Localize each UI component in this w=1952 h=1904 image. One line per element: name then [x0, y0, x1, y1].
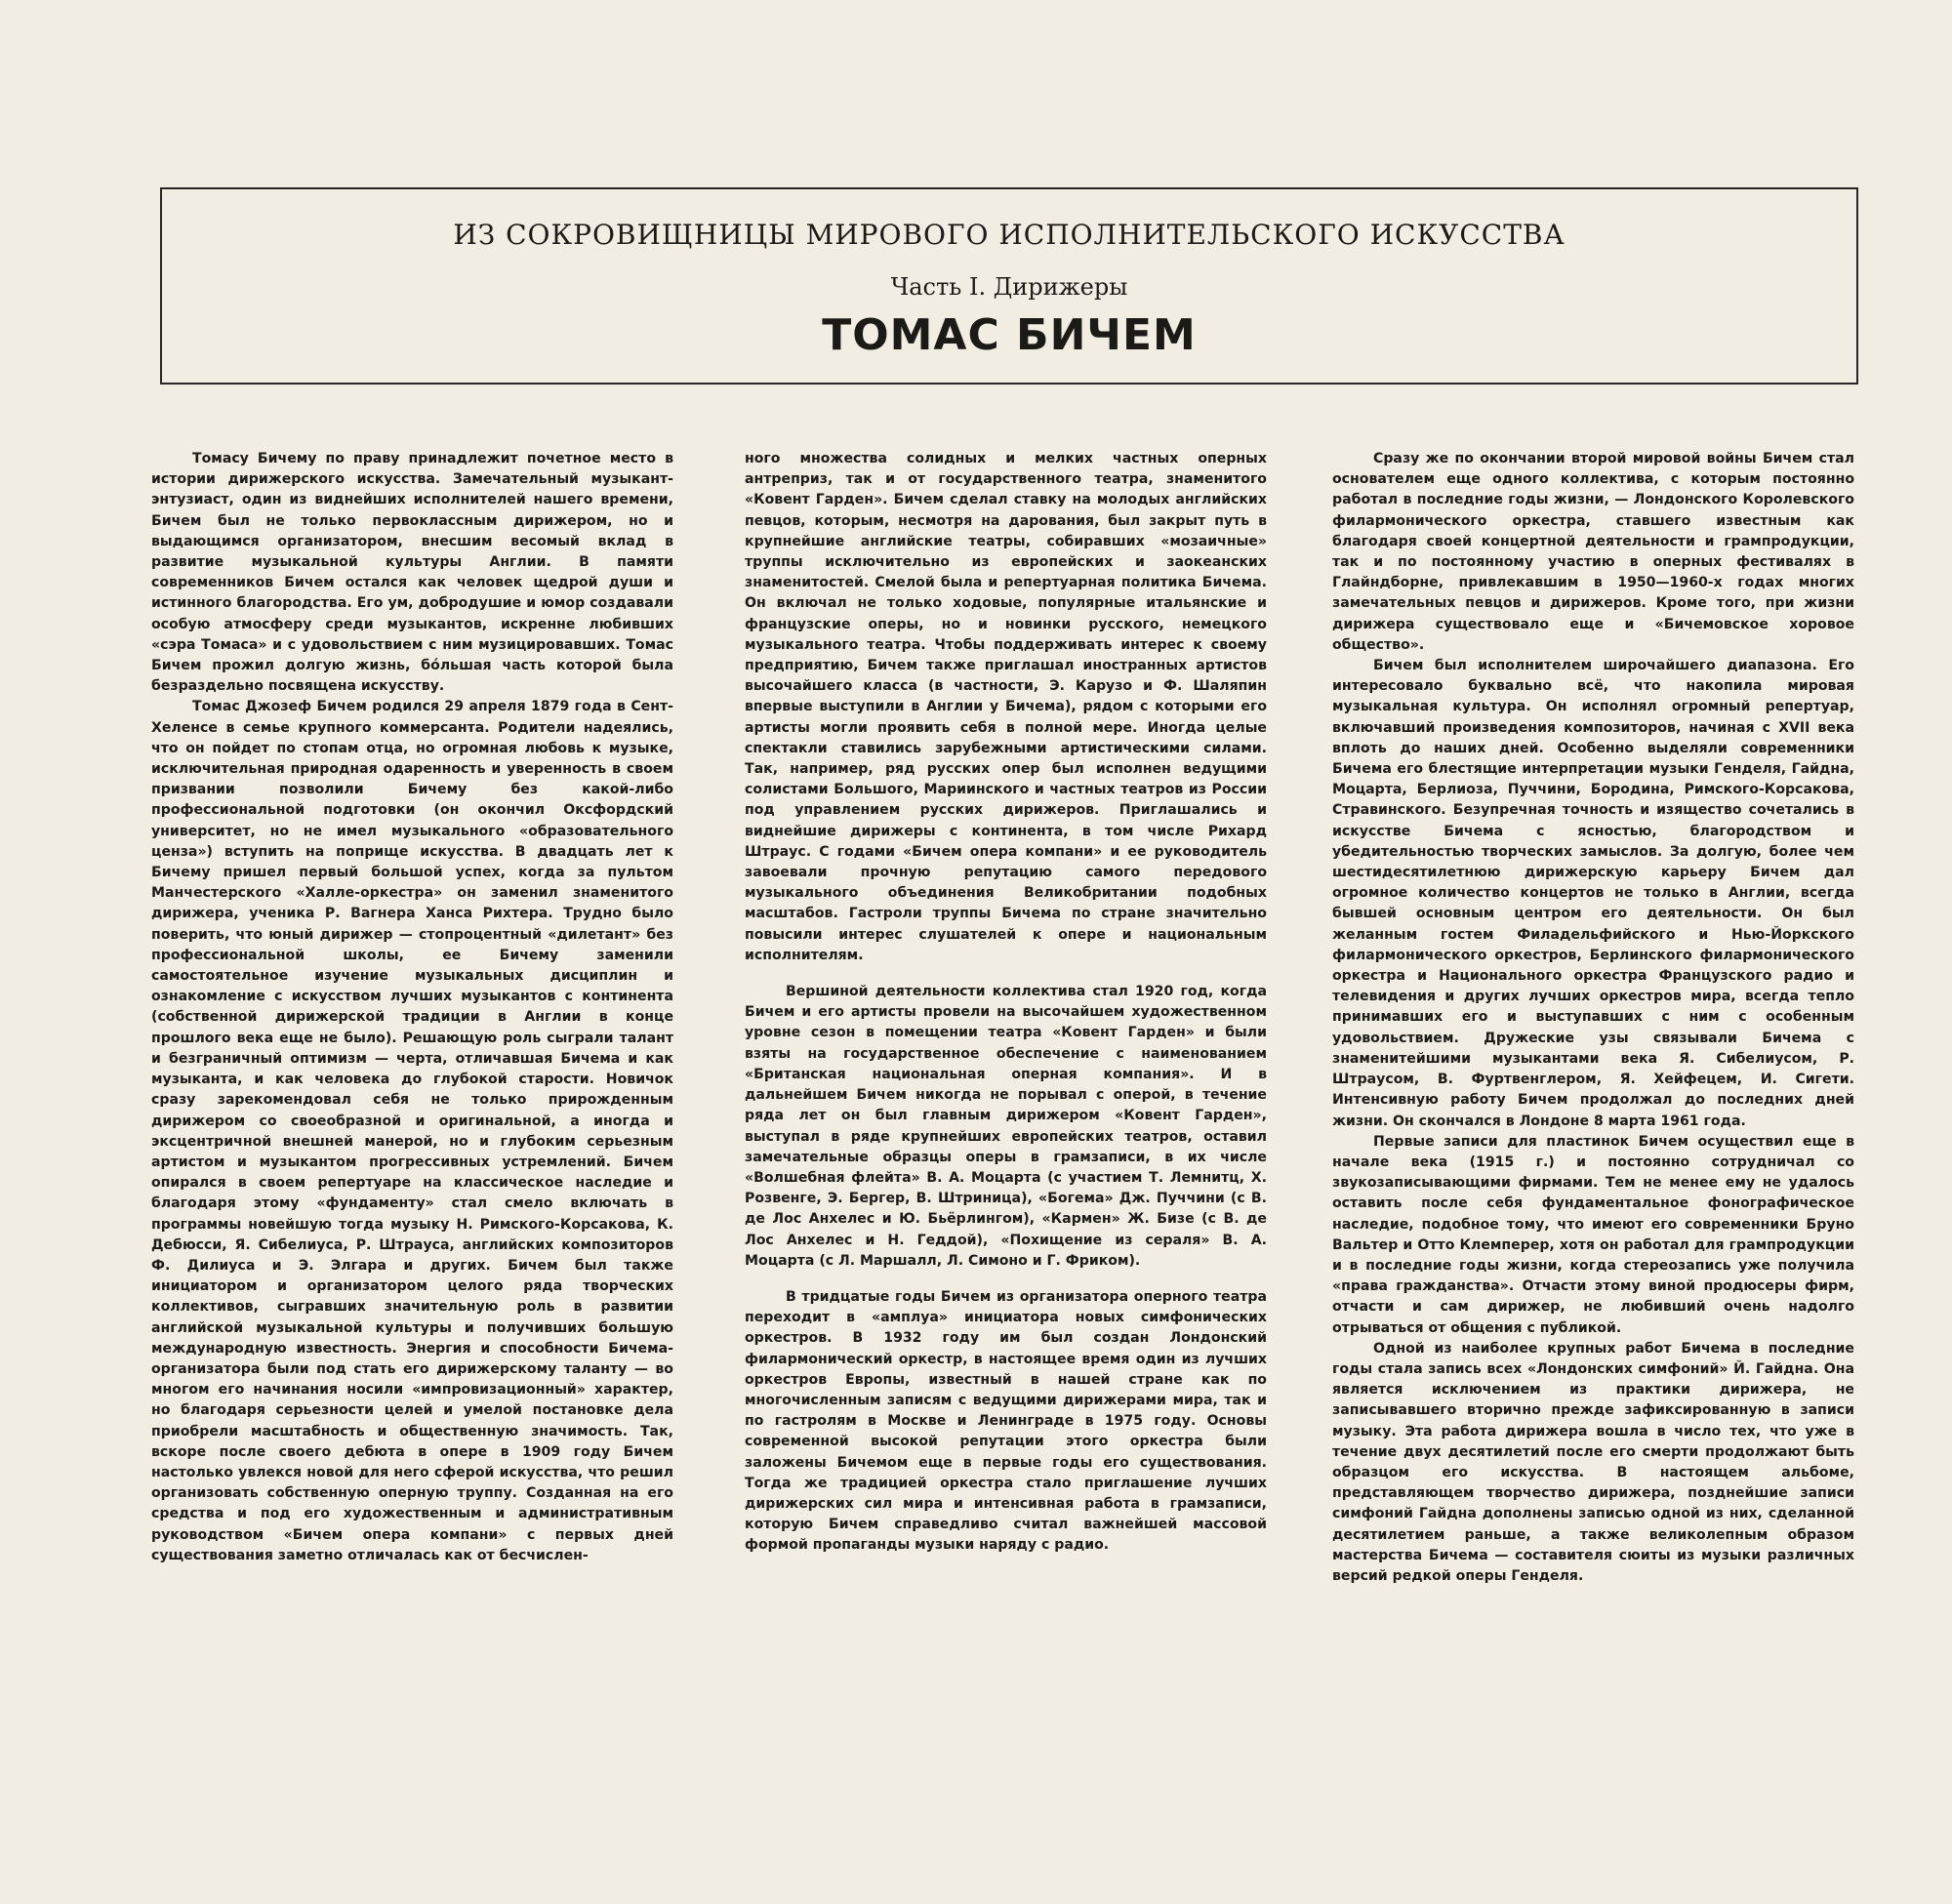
header-box — [160, 187, 1858, 385]
page-title: ТОМАС БИЧЕМ — [822, 310, 1197, 360]
paragraph: Вершиной деятельности коллектива стал 1920 год, когда Бичем и его артисты провели на высочайшем художественном уровне сезон в помещении театра «Ковент Гарден» и были взяты на государственное обеспечение с наименованием «Британская национальная оперная компания». И в дальнейшем Бичем никогда не порывал с оперой, в течение ряда лет он был главным дирижером «Ковент Гарден», выступал в ряде крупнейших европейских театров, оставил замечательные образцы оперы в грамзаписи, в их числе «Волшебная флейта» В. А. Моцарта (с участием Т. Лемнитц, Х. Розвенге, Э. Бергер, В. Штриница), «Богема» Дж. Пуччини (с В. де Лос Анхелес и Ю. Бьёрлингом), «Кармен» Ж. Бизе (с В. де Лос Анхелес и Н. Геддой), «Похищение из сераля» В. А. Моцарта (с Л. Маршалл, Л. Симоно и Г. Фриком). — [745, 984, 1267, 1269]
paragraph: Томас Джозеф Бичем родился 29 апреля 1879 года в Сент-Хеленсе в семье крупного коммерсанта. Родители надеялись, что он пойдет по стопам отца, но огромная любовь к музыке, исключительная природная одаренность и уверенность в своем призвании позволили Бичему без какой-либо профессиональной подготовки (он окончил Оксфордский университет, но не имел музыкального «образовательного ценза») вступить на поприще искусства. В двадцать лет к Бичему пришел первый большой успех, когда за пультом Манчестерского «Халле-оркестра» он заменил знаменитого дирижера, ученика Р. Вагнера Ханса Рихтера. Трудно было поверить, что юный дирижер — стопроцентный «дилетант» без профессиональной школы, ее Бичему заменили самостоятельное изучение музыкальных дисциплин и ознакомление с искусством лучших музыкантов с континента (собственной дирижерской традиции в Англии в конце прошлого века еще не было). Решающую роль сыграли талант и безграничный оптимизм — черта, отличавшая Бичема и как музыканта, и как человека до глубокой старости. Новичок сразу зарекомендовал себя не только прирожденным дирижером со своеобразной и оригинальной, а иногда и эксцентричной внешней манерой, но и глубоким серьезным артистом и музыкантом прогрессивных устремлений. Бичем опирался в своем репертуаре на классическое наследие и благодаря этому «фундаменту» стал смело включать в программы новейшую тогда музыку Н. Римского-Корсакова, К. Дебюсси, Я. Сибелиуса, Р. Штрауса, английских композиторов Ф. Дилиуса и Э. Элгара и других. Бичем был также инициатором и организатором целого ряда творческих коллективов, сыгравших значительную роль в развитии английской музыкальной культуры и получивших большую международную известность. Энергия и способности Бичема-организатора были под стать его дирижерскому таланту — во многом его начинания носили «импровизационный» характер, но благодаря серьезности целей и умелой постановке дела приобрели масштабность и общественную значимость. Так, вскоре после своего дебюта в опере в 1909 году Бичем настолько увлекся новой для него сферой искусства, что решил организовать собственную оперную труппу. Созданная на его средства и под его художественным и административным руководством «Бичем опера компани» с первых дней существования заметно отличалась как от бесчислен- — [151, 699, 673, 1563]
paragraph: Одной из наиболее крупных работ Бичема в последние годы стала запись всех «Лондонских симфоний» Й. Гайдна. Она является исключением из практики дирижера, не записывавшего вторично прежде зафиксированную в записи музыку. Эта работа дирижера вошла в число тех, что уже в течение двух десятилетий после его смерти продолжают быть образцом его искусства. В настоящем альбоме, представляющем творчество дирижера, позднейшие записи симфоний Гайдна дополнены записью одной из них, сделанной десятилетием раньше, а также великолепным образом мастерства Бичема — составителя сюиты из музыки различных версий редкой оперы Генделя. — [1332, 1340, 1854, 1584]
paragraph: Томасу Бичему по праву принадлежит почетное место в истории дирижерского искусства. Замечательный музыкант-энтузиаст, один из виднейших исполнителей нашего времени, Бичем был не только первоклассным дирижером, но и выдающимся организатором, внесшим весомый вклад в развитие музыкальной культуры Англии. В памяти современников Бичем остался как человек щедрой души и истинного благородства. Его ум, добродушие и юмор создавали особую атмосферу среди музыкантов, искренне любивших «сэра Томаса» и с удовольствием с ним музицировавших. Томас Бичем прожил долгую жизнь, бо́льшая часть которой была безраздельно посвящена искусству. — [151, 451, 673, 695]
text-column-1 — [151, 449, 673, 1640]
text-column-2 — [745, 449, 1267, 1640]
paragraph: В тридцатые годы Бичем из организатора оперного театра переходит в «амплуа» инициатора новых симфонических оркестров. В 1932 году им был создан Лондонский филармонический оркестр, в настоящее время один из лучших оркестров Европы, известный в нашей стране как по многочисленным записям с ведущими дирижерами мира, так и по гастролям в Москве и Ленинграде в 1975 году. Основы современной высокой репутации этого оркестра были заложены Бичемом еще в первые годы его существования. Тогда же традицией оркестра стало приглашение лучших дирижерских сил мира и интенсивная работа в грамзаписи, которую Бичем справедливо считал важнейшей массовой формой пропаганды музыки наряду с радио. — [745, 1288, 1267, 1554]
paragraph: ного множества солидных и мелких частных оперных антреприз, так и от государственного театра, знаменитого «Ковент Гарден». Бичем сделал ставку на молодых английских певцов, которым, несмотря на дарования, был закрыт путь в крупнейшие английские театры, собиравших «мозаичные» труппы исключительно из европейских и заокеанских знаменитостей. Смелой была и репертуарная политика Бичема. Он включал не только ходовые, популярные итальянские и французские оперы, но и новинки русского, немецкого музыкального театра. Чтобы поддерживать интерес к своему предприятию, Бичем также приглашал иностранных артистов высочайшего класса (в частности, Э. Карузо и Ф. Шаляпин впервые выступили в Англии у Бичема), рядом с которыми его артисты могли проявить себя в полной мере. Иногда целые спектакли ставились зарубежными артистическими силами. Так, например, ряд русских опер был исполнен ведущими солистами Большого, Мариинского и частных театров из России под управлением русских дирижеров. Приглашались и виднейшие дирижеры с континента, в том числе Рихард Штраус. С годами «Бичем опера компани» и ее руководитель завоевали прочную репутацию самого передового музыкального объединения Великобритании подобных масштабов. Гастроли труппы Бичема по стране значительно повысили интерес слушателей к опере и национальным исполнителям. — [745, 451, 1267, 963]
series-title: ИЗ СОКРОВИЩНИЦЫ МИРОВОГО ИСПОЛНИТЕЛЬСКОГО ИСКУССТВА — [453, 219, 1566, 251]
part-title: Часть I. Дирижеры — [890, 273, 1128, 301]
paragraph: Первые записи для пластинок Бичем осуществил еще в начале века (1915 г.) и постоянно сотрудничал со звукозаписывающими фирмами. Тем не менее ему не удалось оставить после себя фундаментальное фонографическое наследие, подобное тому, что имеют его современники Бруно Вальтер и Отто Клемперер, хотя он работал для грампродукции и в последние годы жизни, когда стереозапись уже получила «права гражданства». Отчасти этому виной продюсеры фирм, отчасти и сам дирижер, не любивший очень надолго отрываться от общения с публикой. — [1332, 1133, 1854, 1336]
paragraph: Бичем был исполнителем широчайшего диапазона. Его интересовало буквально всё, что накопила мировая музыкальная культура. Он исполнял огромный репертуар, включавший произведения композиторов, начиная с XVII века вплоть до наших дней. Особенно выделяли современники Бичема его блестящие интерпретации музыки Генделя, Гайдна, Моцарта, Берлиоза, Пуччини, Бородина, Римского-Корсакова, Стравинского. Безупречная точность и изящество сочетались в искусстве Бичема с ясностью, благородством и убедительностью творческих замыслов. За долгую, более чем шестидесятилетнюю дирижерскую карьеру Бичем дал огромное количество концертов не только в Англии, всегда бывшей основным центром его деятельности. Он был желанным гостем Филадельфийского и Нью-Йоркского филармонического оркестров, Берлинского филармонического оркестра и Национального оркестра Французского радио и телевидения и других лучших оркестров мира, всегда тепло принимавших его и выступавших с ним с особенным удовольствием. Дружеские узы связывали Бичема с знаменитейшими музыкантами века Я. Сибелиусом, Р. Штраусом, В. Фуртвенглером, Я. Хейфецем, И. Сигети. Интенсивную работу Бичем продолжал до последних дней жизни. Он скончался в Лондоне 8 марта 1961 года. — [1332, 658, 1854, 1129]
paragraph: Сразу же по окончании второй мировой войны Бичем стал основателем еще одного коллектива, с которым постоянно работал в последние годы жизни, — Лондонского Королевского филармонического оркестра, ставшего известным как благодаря своей концертной деятельности и грампродукции, так и по постоянному участию в оперных фестивалях в Глайндборне, привлекавшим в 1950—1960-х годах многих замечательных певцов и дирижеров. Кроме того, при жизни дирижера существовало еще и «Бичемовское хоровое общество». — [1332, 451, 1854, 653]
text-column-3 — [1332, 449, 1854, 1640]
